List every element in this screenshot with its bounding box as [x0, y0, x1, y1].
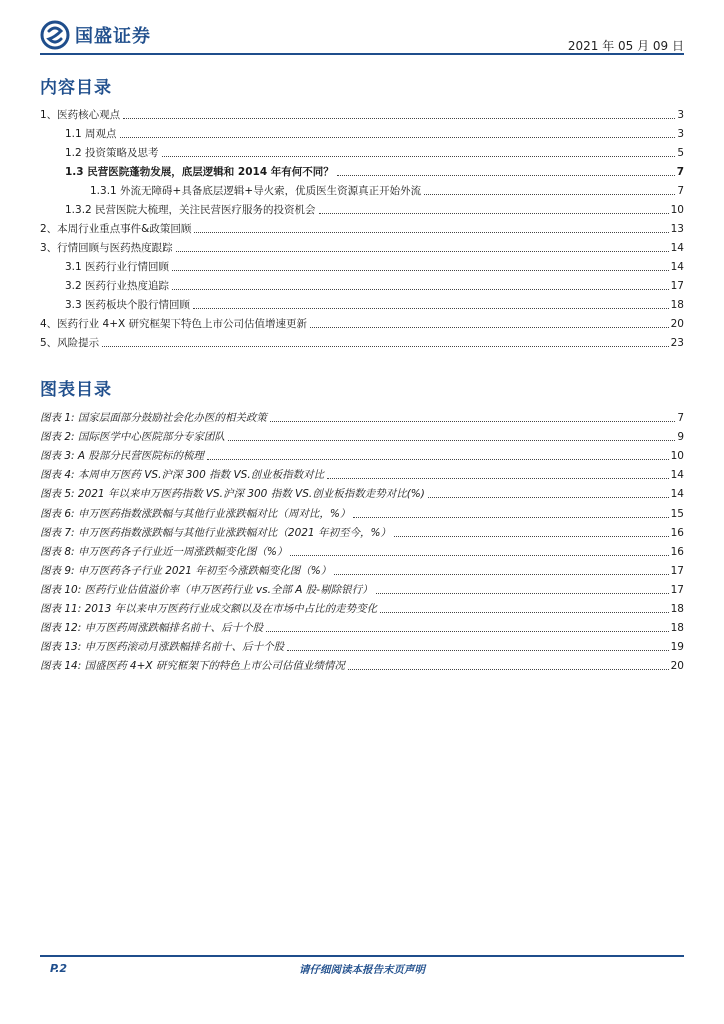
figure-toc-entry-title: 图表 7: 申万医药指数涨跌幅与其他行业涨跌幅对比（2021 年初至今，%） [40, 527, 391, 539]
figure-toc-entry[interactable] [40, 428, 684, 444]
figure-toc-entry-page: 17 [670, 584, 684, 596]
figure-toc-entry[interactable] [40, 581, 684, 597]
dot-leader [102, 346, 668, 347]
toc-entry-page: 23 [670, 337, 684, 349]
figures-title: 图表目录 [40, 380, 112, 400]
dot-leader [327, 478, 668, 479]
figure-toc-entry[interactable] [40, 524, 684, 540]
figure-toc-entry-page: 10 [670, 450, 684, 462]
toc-entry-title: 4、医药行业 4+X 研究框架下特色上市公司估值增速更新 [40, 318, 308, 330]
figure-toc-entry-title: 图表 1: 国家层面部分鼓励社会化办医的相关政策 [40, 412, 267, 424]
dot-leader [424, 194, 675, 195]
toc-entry[interactable] [40, 315, 684, 331]
page-header [40, 20, 684, 54]
toc-entry-page: 3 [677, 109, 684, 121]
toc-entry-title: 1、医药核心观点 [40, 109, 121, 121]
toc-entry-title: 3.3 医药板块个股行情回顾 [65, 299, 191, 311]
dot-leader [428, 497, 669, 498]
figure-toc-entry-page: 14 [670, 488, 684, 500]
dot-leader [176, 251, 669, 252]
dot-leader [287, 650, 669, 651]
dot-leader [207, 459, 669, 460]
dot-leader [193, 308, 669, 309]
toc-entry-title: 1.3.1 外流无障碍+具备底层逻辑+导火索，优质医生资源真正开始外流 [90, 185, 422, 197]
toc-entry-title: 1.3 民营医院蓬勃发展，底层逻辑和 2014 年有何不同？ [65, 166, 334, 178]
figure-toc-entry-page: 16 [670, 546, 684, 558]
figure-toc-entry[interactable] [40, 485, 684, 501]
toc-entry-page: 3 [677, 128, 684, 140]
toc-entry-page: 18 [670, 299, 684, 311]
toc-entry[interactable] [65, 201, 684, 217]
report-date: 2021 年 05 月 09 日 [567, 39, 684, 53]
figure-toc-entry-page: 18 [670, 603, 684, 615]
dot-leader [319, 213, 669, 214]
dot-leader [334, 574, 668, 575]
dot-leader [290, 555, 668, 556]
toc-entry-page: 14 [670, 261, 684, 273]
toc-entry[interactable] [40, 239, 684, 255]
toc-entry-page: 17 [670, 280, 684, 292]
toc-entry[interactable] [65, 296, 684, 312]
figure-toc-entry[interactable] [40, 466, 684, 482]
figure-toc-entry-page: 19 [670, 641, 684, 653]
guosheng-logo-icon [40, 20, 70, 50]
toc-entry-page: 10 [670, 204, 684, 216]
figure-toc-entry-title: 图表 3: A 股部分民营医院标的梳理 [40, 450, 204, 462]
figure-toc-entry-page: 18 [670, 622, 684, 634]
dot-leader [270, 421, 675, 422]
dot-leader [394, 536, 669, 537]
disclaimer-note: 请仔细阅读本报告末页声明 [299, 964, 425, 976]
brand-logo [40, 20, 151, 50]
figure-toc-entry-page: 9 [677, 431, 684, 443]
toc-entry-page: 13 [670, 223, 684, 235]
figure-toc-entry[interactable] [40, 447, 684, 463]
toc-entry-title: 1.3.2 民营医院大梳理，关注民营医疗服务的投资机会 [65, 204, 316, 216]
figure-toc-entry-title: 图表 9: 申万医药各子行业 2021 年初至今涨跌幅变化图（%） [40, 565, 332, 577]
dot-leader [310, 327, 669, 328]
footer-divider [40, 955, 684, 957]
toc-entry[interactable] [65, 125, 684, 141]
toc-entry[interactable] [40, 220, 684, 236]
figure-toc-entry[interactable] [40, 657, 684, 673]
toc-entry-page: 14 [670, 242, 684, 254]
figure-toc-entry-page: 14 [670, 469, 684, 481]
toc-entry-title: 3、行情回顾与医药热度跟踪 [40, 242, 173, 254]
toc-entry[interactable] [65, 277, 684, 293]
toc-entry-page: 20 [670, 318, 684, 330]
figure-toc-entry-page: 16 [670, 527, 684, 539]
figure-toc-entry-page: 17 [670, 565, 684, 577]
dot-leader [376, 593, 669, 594]
toc-entry-page: 5 [677, 147, 684, 159]
figure-toc-entry-title: 图表 5: 2021 年以来申万医药指数 VS.沪深 300 指数 VS.创业板指数走势对比(%) [40, 488, 425, 500]
dot-leader [266, 631, 669, 632]
toc-entry-title: 1.2 投资策略及思考 [65, 147, 159, 159]
figure-toc-entry[interactable] [40, 409, 684, 425]
dot-leader [162, 156, 676, 157]
toc-entry[interactable] [65, 144, 684, 160]
figure-toc-entry[interactable] [40, 638, 684, 654]
dot-leader [123, 118, 675, 119]
figure-toc-entry-title: 图表 13: 申万医药滚动月涨跌幅排名前十、后十个股 [40, 641, 285, 653]
toc-entry-title: 3.1 医药行业行情回顾 [65, 261, 170, 273]
figure-toc-entry-title: 图表 2: 国际医学中心医院部分专家团队 [40, 431, 225, 443]
figure-toc-entry-title: 图表 11: 2013 年以来申万医药行业成交额以及在市场中占比的走势变化 [40, 603, 378, 615]
figure-toc-entry-page: 15 [670, 508, 684, 520]
dot-leader [348, 669, 669, 670]
dot-leader [380, 612, 668, 613]
dot-leader [353, 517, 668, 518]
figure-toc-entry[interactable] [40, 505, 684, 521]
toc-entry-title: 3.2 医药行业热度追踪 [65, 280, 170, 292]
dot-leader [120, 137, 676, 138]
figure-toc-entry-page: 7 [677, 412, 684, 424]
figure-toc-entry[interactable] [40, 562, 684, 578]
toc-entry[interactable] [90, 182, 684, 198]
figure-toc-entry-title: 图表 6: 申万医药指数涨跌幅与其他行业涨跌幅对比（周对比，%） [40, 508, 351, 520]
page-number: P.2 [50, 962, 68, 975]
figure-toc-entry-title: 图表 8: 申万医药各子行业近一周涨跌幅变化图（%） [40, 546, 288, 558]
contents-title: 内容目录 [40, 78, 112, 98]
toc-entry[interactable] [65, 258, 684, 274]
dot-leader [172, 270, 669, 271]
header-divider [40, 53, 684, 55]
figure-toc-entry-title: 图表 4: 本周申万医药 VS.沪深 300 指数 VS.创业板指数对比 [40, 469, 325, 481]
figure-toc-entry[interactable] [40, 619, 684, 635]
toc-entry-title: 2、本周行业重点事件&政策回顾 [40, 223, 192, 235]
toc-entry-page: 7 [677, 185, 684, 197]
toc-entry[interactable] [65, 163, 684, 179]
dot-leader [172, 289, 669, 290]
figure-toc-entry[interactable] [40, 543, 684, 559]
figure-toc-entry-title: 图表 10: 医药行业估值溢价率（申万医药行业 vs.全部 A 股-剔除银行） [40, 584, 373, 596]
brand-name: 国盛证券 [75, 26, 151, 47]
dot-leader [337, 175, 675, 176]
toc-entry-title: 5、风险提示 [40, 337, 100, 349]
figure-toc-entry-title: 图表 12: 申万医药周涨跌幅排名前十、后十个股 [40, 622, 264, 634]
toc-entry-page: 7 [676, 166, 684, 178]
dot-leader [194, 232, 668, 233]
figure-toc-entry-page: 20 [670, 660, 684, 672]
toc-entry[interactable] [40, 106, 684, 122]
toc-entry-title: 1.1 周观点 [65, 128, 117, 140]
figure-toc-entry[interactable] [40, 600, 684, 616]
figure-toc-entry-title: 图表 14: 国盛医药 4+X 研究框架下的特色上市公司估值业绩情况 [40, 660, 345, 672]
toc-entry[interactable] [40, 334, 684, 350]
dot-leader [228, 440, 675, 441]
